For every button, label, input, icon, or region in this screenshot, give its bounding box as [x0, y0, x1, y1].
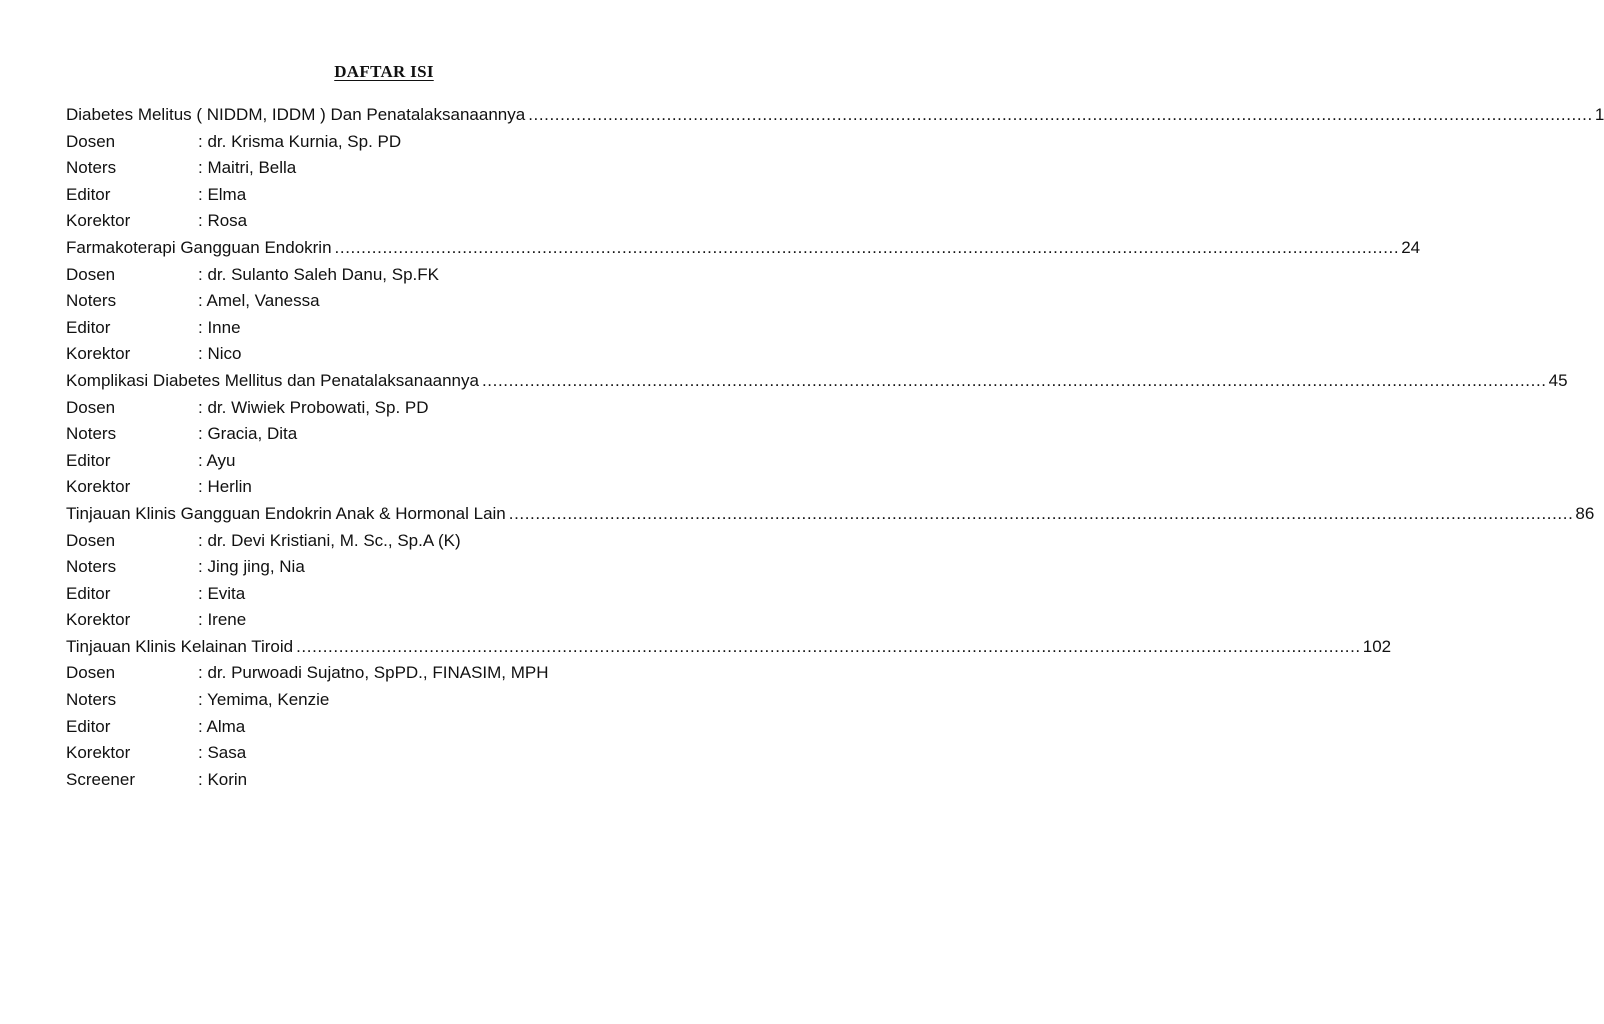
page-title: DAFTAR ISI: [334, 62, 434, 81]
credit-role-label: Dosen: [66, 530, 116, 550]
credit-role-value: : Rosa: [198, 211, 248, 231]
credit-role-value: : Yemima, Kenzie: [198, 690, 330, 710]
credit-row: [66, 448, 670, 475]
toc-page-number: 45: [1548, 370, 1568, 390]
credit-role-label: Noters: [66, 424, 117, 444]
credit-row: [66, 607, 670, 634]
credit-role-value: : Amel, Vanessa: [198, 291, 320, 311]
credit-row: [66, 208, 670, 235]
credit-role-label: Noters: [66, 690, 117, 710]
credit-role-value: : Maitri, Bella: [198, 158, 297, 178]
toc-entry-title: Tinjauan Klinis Kelainan Tiroid: [66, 636, 294, 656]
credit-role-value: : Evita: [198, 583, 246, 603]
credit-row: [66, 687, 670, 714]
credit-row: [66, 767, 670, 794]
credit-row: [66, 341, 670, 368]
dot-leader: ........................................................................................................................................................................................................: [334, 237, 1400, 257]
credit-role-label: Korektor: [66, 477, 131, 497]
table-of-contents: [66, 102, 1604, 793]
credit-row: [66, 315, 670, 342]
toc-entry: [66, 634, 1392, 661]
credit-row: [66, 554, 670, 581]
credit-row: [66, 262, 670, 289]
credit-role-label: Dosen: [66, 663, 116, 683]
credit-row: [66, 581, 670, 608]
credit-row: [66, 421, 670, 448]
toc-entry-title: Komplikasi Diabetes Mellitus dan Penatalaksanaannya: [66, 370, 479, 390]
credit-role-label: Korektor: [66, 610, 131, 630]
credit-role-value: : Gracia, Dita: [198, 424, 298, 444]
credit-role-value: : dr. Sulanto Saleh Danu, Sp.FK: [198, 264, 439, 284]
dot-leader: ........................................................................................................................................................................................................: [481, 370, 1547, 390]
credit-role-label: Editor: [66, 716, 111, 736]
credit-role-value: : Sasa: [198, 743, 247, 763]
dot-leader: ........................................................................................................................................................................................................: [528, 105, 1593, 124]
credit-role-label: Dosen: [66, 264, 116, 284]
credit-role-label: Dosen: [66, 131, 116, 151]
credit-role-value: : Inne: [198, 317, 241, 337]
credit-role-value: : dr. Krisma Kurnia, Sp. PD: [198, 131, 402, 151]
credit-row: [66, 714, 670, 741]
credit-role-value: : Elma: [198, 184, 247, 204]
credit-row: [66, 474, 670, 501]
credit-role-label: Editor: [66, 583, 111, 603]
credit-role-label: Noters: [66, 158, 117, 178]
dot-leader: ........................................................................................................................................................................................................: [296, 636, 1361, 656]
credit-row: [66, 129, 670, 156]
credit-row: [66, 528, 670, 555]
credit-role-label: Editor: [66, 184, 111, 204]
credit-role-label: Editor: [66, 317, 111, 337]
toc-entry: [66, 235, 1421, 262]
toc-entry: [66, 501, 1595, 528]
credit-role-value: : Ayu: [198, 450, 236, 470]
dot-leader: ........................................................................................................................................................................................................: [508, 503, 1574, 523]
credit-role-value: : Korin: [198, 769, 248, 789]
credit-role-label: Noters: [66, 557, 117, 577]
toc-entry-title: Tinjauan Klinis Gangguan Endokrin Anak & Hormonal Lain: [66, 503, 506, 523]
credit-role-value: : dr. Wiwiek Probowati, Sp. PD: [198, 397, 429, 417]
credit-role-value: : Herlin: [198, 477, 252, 497]
credit-role-value: : Alma: [198, 716, 246, 736]
credit-row: [66, 395, 670, 422]
credit-role-label: Dosen: [66, 397, 116, 417]
credit-row: [66, 288, 670, 315]
credit-row: [66, 740, 670, 767]
credit-role-label: Noters: [66, 291, 117, 311]
credit-role-label: Korektor: [66, 743, 131, 763]
credit-row: [66, 182, 670, 209]
credit-row: [66, 660, 670, 687]
credit-role-value: : dr. Devi Kristiani, M. Sc., Sp.A (K): [198, 530, 461, 550]
credit-row: [66, 155, 670, 182]
toc-page-number: 1: [1594, 105, 1604, 124]
toc-entry-title: Diabetes Melitus ( NIDDM, IDDM ) Dan Penatalaksanaannya: [66, 105, 526, 124]
toc-entry-title: Farmakoterapi Gangguan Endokrin: [66, 237, 332, 257]
credit-role-label: Editor: [66, 450, 111, 470]
credit-role-value: : Irene: [198, 610, 247, 630]
credit-role-label: Screener: [66, 769, 135, 789]
credit-role-value: : dr. Purwoadi Sujatno, SpPD., FINASIM, MPH: [198, 663, 549, 683]
credit-role-value: : Jing jing, Nia: [198, 557, 305, 577]
credit-role-label: Korektor: [66, 211, 131, 231]
credit-role-value: : Nico: [198, 344, 242, 364]
toc-page-number: 24: [1401, 237, 1421, 257]
credit-role-label: Korektor: [66, 344, 131, 364]
toc-entry: [66, 102, 1604, 129]
toc-page-number: 102: [1362, 636, 1392, 656]
toc-page-number: 86: [1575, 503, 1595, 523]
toc-entry: [66, 368, 1568, 395]
